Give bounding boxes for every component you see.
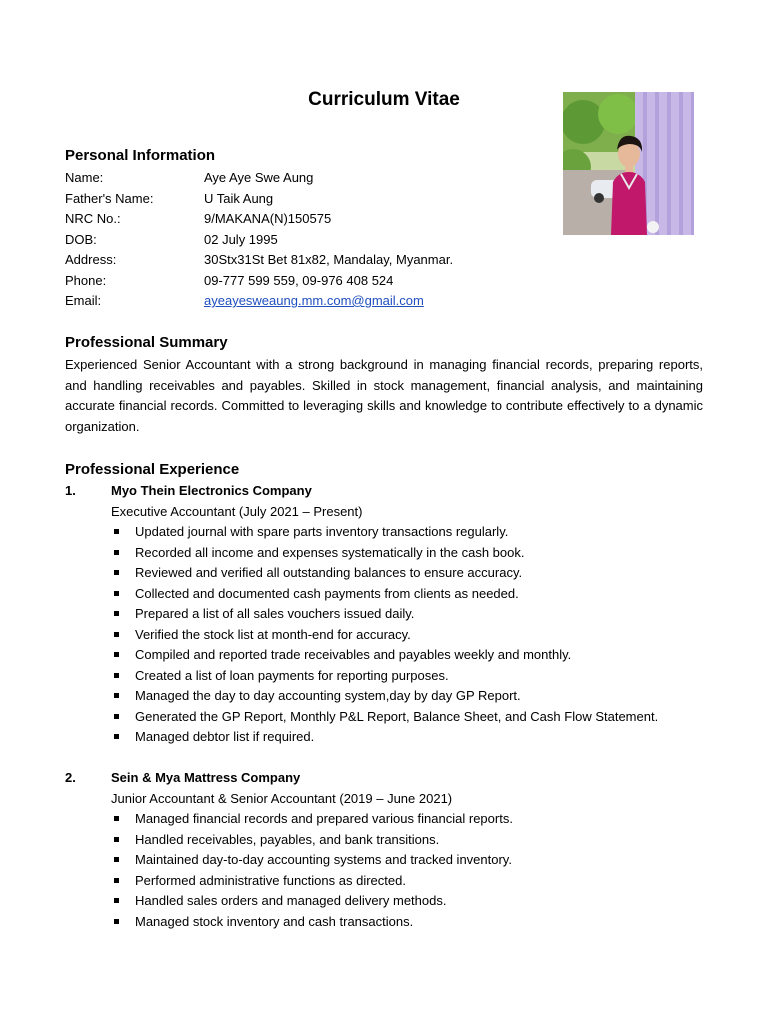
square-bullet-icon (114, 550, 119, 555)
job-number: 2. (65, 770, 76, 785)
duty-text: Collected and documented cash payments from clients as needed. (135, 585, 519, 601)
list-item (65, 850, 705, 871)
job-duties-list (65, 809, 705, 932)
duty-text: Managed debtor list if required. (135, 729, 315, 744)
duty-text: Handled receivables, payables, and bank transitions. (135, 831, 440, 847)
list-item (65, 522, 705, 543)
duty-text: Recorded all income and expenses systematically in the cash book. (135, 544, 525, 560)
list-item (65, 871, 705, 892)
job-duties-list (65, 522, 705, 748)
job-role: Executive Accountant (July 2021 – Present) (111, 503, 363, 519)
list-item (65, 584, 705, 605)
professional-summary-heading: Professional Summary (65, 334, 228, 351)
square-bullet-icon (114, 693, 119, 698)
duty-text: Reviewed and verified all outstanding balances to ensure accuracy. (135, 565, 523, 580)
duty-text: Maintained day-to-day accounting systems and tracked inventory. (135, 852, 512, 867)
square-bullet-icon (114, 878, 119, 883)
job-entry-2 (65, 768, 705, 932)
info-label: DOB: (65, 231, 97, 247)
job-role: Junior Accountant & Senior Accountant (2019 – June 2021) (111, 790, 453, 806)
list-item (65, 912, 705, 933)
square-bullet-icon (114, 529, 119, 534)
info-row-address (65, 250, 705, 271)
info-label: Father's Name: (65, 190, 154, 206)
info-row-nrc (65, 209, 705, 230)
personal-info-heading: Personal Information (65, 147, 216, 164)
job-header (65, 481, 705, 502)
square-bullet-icon (114, 857, 119, 862)
info-value: 9/MAKANA(N)150575 (204, 211, 332, 226)
duty-text: Prepared a list of all sales vouchers issued daily. (135, 606, 415, 621)
info-label: Name: (65, 170, 104, 185)
info-row-name (65, 168, 705, 189)
job-number: 1. (65, 483, 76, 498)
list-item (65, 830, 705, 851)
personal-info-list (65, 168, 705, 312)
list-item (65, 543, 705, 564)
info-value: 09-777 599 559, 09-976 408 524 (204, 272, 394, 288)
list-item (65, 666, 705, 687)
duty-text: Verified the stock list at month-end for accuracy. (135, 626, 411, 642)
list-item (65, 686, 705, 707)
square-bullet-icon (114, 591, 119, 596)
duty-text: Generated the GP Report, Monthly P&L Report, Balance Sheet, and Cash Flow Statement. (135, 708, 659, 724)
professional-summary-text: Experienced Senior Accountant with a strong background in managing financial records, preparing reports, and handling receivables and payables. Skilled in stock management, financial analysis, and maintaining accurate financial records. Committed to leveraging skills and knowledge to contribute effectively to a dynamic organization. (65, 357, 703, 434)
duty-text: Compiled and reported trade receivables and payables weekly and monthly. (135, 647, 572, 662)
duty-text: Updated journal with spare parts inventory transactions regularly. (135, 524, 509, 539)
list-item (65, 727, 705, 748)
duty-text: Managed the day to day accounting system,day by day GP Report. (135, 688, 521, 703)
info-label: Address: (65, 252, 117, 267)
info-value: Aye Aye Swe Aung (204, 170, 314, 185)
duty-text: Managed financial records and prepared various financial reports. (135, 811, 513, 826)
job-header (65, 768, 705, 789)
square-bullet-icon (114, 816, 119, 821)
job-entry-1 (65, 481, 705, 748)
job-company: Myo Thein Electronics Company (111, 483, 312, 498)
square-bullet-icon (114, 611, 119, 616)
duty-text: Managed stock inventory and cash transactions. (135, 913, 414, 929)
job-company: Sein & Mya Mattress Company (111, 770, 301, 785)
list-item (65, 809, 705, 830)
list-item (65, 563, 705, 584)
duty-text: Performed administrative functions as directed. (135, 872, 406, 888)
square-bullet-icon (114, 570, 119, 575)
duty-text: Handled sales orders and managed delivery methods. (135, 893, 447, 908)
info-row-father-name (65, 189, 705, 210)
list-item (65, 604, 705, 625)
info-label: Phone: (65, 272, 107, 288)
square-bullet-icon (114, 898, 119, 903)
email-link[interactable]: ayeayesweaung.mm.com@gmail.com (204, 293, 424, 308)
list-item (65, 891, 705, 912)
info-label: NRC No.: (65, 211, 121, 226)
square-bullet-icon (114, 652, 119, 657)
info-label: Email: (65, 293, 102, 308)
list-item (65, 625, 705, 646)
duty-text: Created a list of loan payments for reporting purposes. (135, 667, 449, 683)
square-bullet-icon (114, 632, 119, 637)
square-bullet-icon (114, 673, 119, 678)
info-value: 30Stx31St Bet 81x82, Mandalay, Myanmar. (204, 252, 454, 267)
square-bullet-icon (114, 837, 119, 842)
list-item (65, 707, 705, 728)
info-row-email (65, 291, 705, 312)
document-title: Curriculum Vitae (308, 89, 460, 110)
square-bullet-icon (114, 714, 119, 719)
list-item (65, 645, 705, 666)
square-bullet-icon (114, 734, 119, 739)
square-bullet-icon (114, 919, 119, 924)
info-row-dob (65, 230, 705, 251)
info-row-phone (65, 271, 705, 292)
info-value: 02 July 1995 (204, 231, 278, 247)
professional-experience-heading: Professional Experience (65, 461, 240, 478)
info-value: U Taik Aung (204, 190, 274, 206)
